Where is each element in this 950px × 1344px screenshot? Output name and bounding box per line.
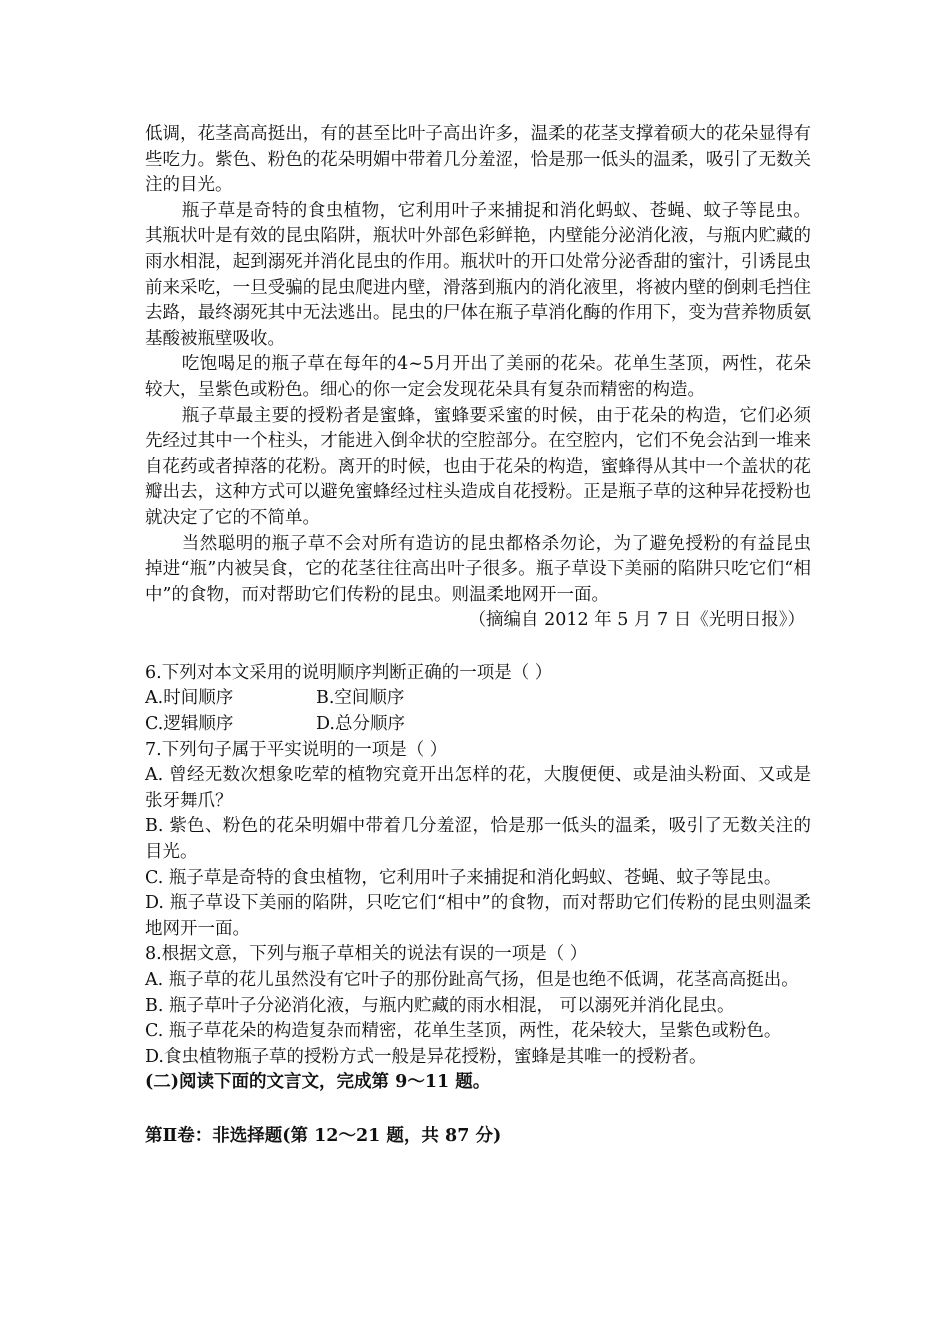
question-8-option-a: A. 瓶子草的花儿虽然没有它叶子的那份趾高气扬，但是也绝不低调，花茎高高挺出。 — [145, 970, 799, 990]
spacer — [145, 1096, 811, 1124]
question-6-stem: 6.下列对本文采用的说明顺序判断正确的一项是（ ） — [145, 662, 553, 683]
passage-paragraph-2: 瓶子草是奇特的食虫植物，它利用叶子来捕捉和消化蚂蚁、苍蝇、蚊子等昆虫。其瓶状叶是有效的昆虫陷阱，瓶状叶外部色彩鲜艳，内壁能分泌消化液，与瓶内贮藏的雨水相混，起到溺死并消化昆虫的作用。瓶状叶的开口处常分泌香甜的蜜汁，引诱昆虫前来采吃，一旦受骗的昆虫爬进内壁，滑落到瓶内的消化液里，将被内壁的倒刺毛挡住去路，最终溺死其中无法逃出。昆虫的尸体在瓶子草消化酶的作用下，变为营养物质氨基酸被瓶壁吸收。 — [145, 200, 811, 349]
question-7-option-b: B. 紫色、粉色的花朵明媚中带着几分羞涩，恰是那一低头的温柔，吸引了无数关注的目光。 — [145, 816, 811, 863]
question-6-option-c: C.逻辑顺序 — [145, 714, 234, 735]
question-7-option-a: A. 曾经无数次想象吃荤的植物究竟开出怎样的花，大腹便便、或是油头粉面、又或是张牙舞爪？ — [145, 765, 811, 811]
question-7-option-c: C. 瓶子草是奇特的食虫植物，它利用叶子来捕捉和消化蚂蚁、苍蝇、蚊子等昆虫。 — [145, 867, 782, 888]
question-8-option-c: C. 瓶子草花朵的构造复杂而精密，花单生茎顶，两性，花朵较大，呈紫色或粉色。 — [145, 1021, 782, 1042]
section-2-heading: (二)阅读下面的文言文，完成第 9～11 题。 — [145, 1072, 491, 1093]
passage-paragraph-1: 低调，花茎高高挺出，有的甚至比叶子高出许多，温柔的花茎支撑着硕大的花朵显得有些吃力。紫色、粉色的花朵明媚中带着几分羞涩，恰是那一低头的温柔，吸引了无数关注的目光。 — [145, 124, 811, 196]
question-7-option-d: D. 瓶子草设下美丽的陷阱，只吃它们“相中”的食物，而对帮助它们传粉的昆虫则温柔地网开一面。 — [145, 893, 811, 939]
question-6-options-row-2 — [145, 712, 811, 738]
question-6-option-a: A.时间顺序 — [145, 688, 234, 709]
passage-source: （摘编自 2012 年 5 月 7 日《光明日报》） — [468, 610, 805, 631]
question-6-options-row-1 — [145, 686, 811, 712]
spacer — [145, 634, 811, 661]
question-8-stem: 8.根据文意，下列与瓶子草相关的说法有误的一项是（ ） — [145, 944, 588, 965]
question-8-option-d: D.食虫植物瓶子草的授粉方式一般是异花授粉，蜜蜂是其唯一的授粉者。 — [145, 1046, 707, 1067]
passage-paragraph-3: 吃饱喝足的瓶子草在每年的4~5月开出了美丽的花朵。花单生茎顶，两性，花朵较大，呈紫色或粉色。细心的你一定会发现花朵具有复杂而精密的构造。 — [145, 354, 811, 400]
question-6-option-d: D.总分顺序 — [316, 714, 405, 735]
part-2-heading: 第Ⅱ卷：非选择题(第 12～21 题，共 87 分) — [145, 1125, 502, 1146]
passage-paragraph-5: 当然聪明的瓶子草不会对所有造访的昆虫都格杀勿论，为了避免授粉的有益昆虫掉进“瓶”内被吴食，它的花茎往往高出叶子很多。瓶子草设下美丽的陷阱只吃它们“相中”的食物，而对帮助它们传粉的昆虫。则温柔地网开一面。 — [145, 533, 811, 605]
question-7-stem: 7.下列句子属于平实说明的一项是（ ） — [145, 739, 448, 760]
exam-page — [145, 122, 811, 1150]
passage-paragraph-4: 瓶子草最主要的授粉者是蜜蜂，蜜蜂要采蜜的时候，由于花朵的构造，它们必须先经过其中一个柱头，才能进入倒伞状的空腔部分。在空腔内，它们不免会沾到一堆来自花药或者掉落的花粉。离开的时候，也由于花朵的构造，蜜蜂得从其中一个盖状的花瓣出去，这种方式可以避免蜜蜂经过柱头造成自花授粉。正是瓶子草的这种异花授粉也就决定了它的不简单。 — [145, 405, 811, 528]
question-6-option-b: B.空间顺序 — [316, 688, 405, 709]
question-8-option-b: B. 瓶子草叶子分泌消化液，与瓶内贮藏的雨水相混， 可以溺死并消化昆虫。 — [145, 995, 735, 1016]
